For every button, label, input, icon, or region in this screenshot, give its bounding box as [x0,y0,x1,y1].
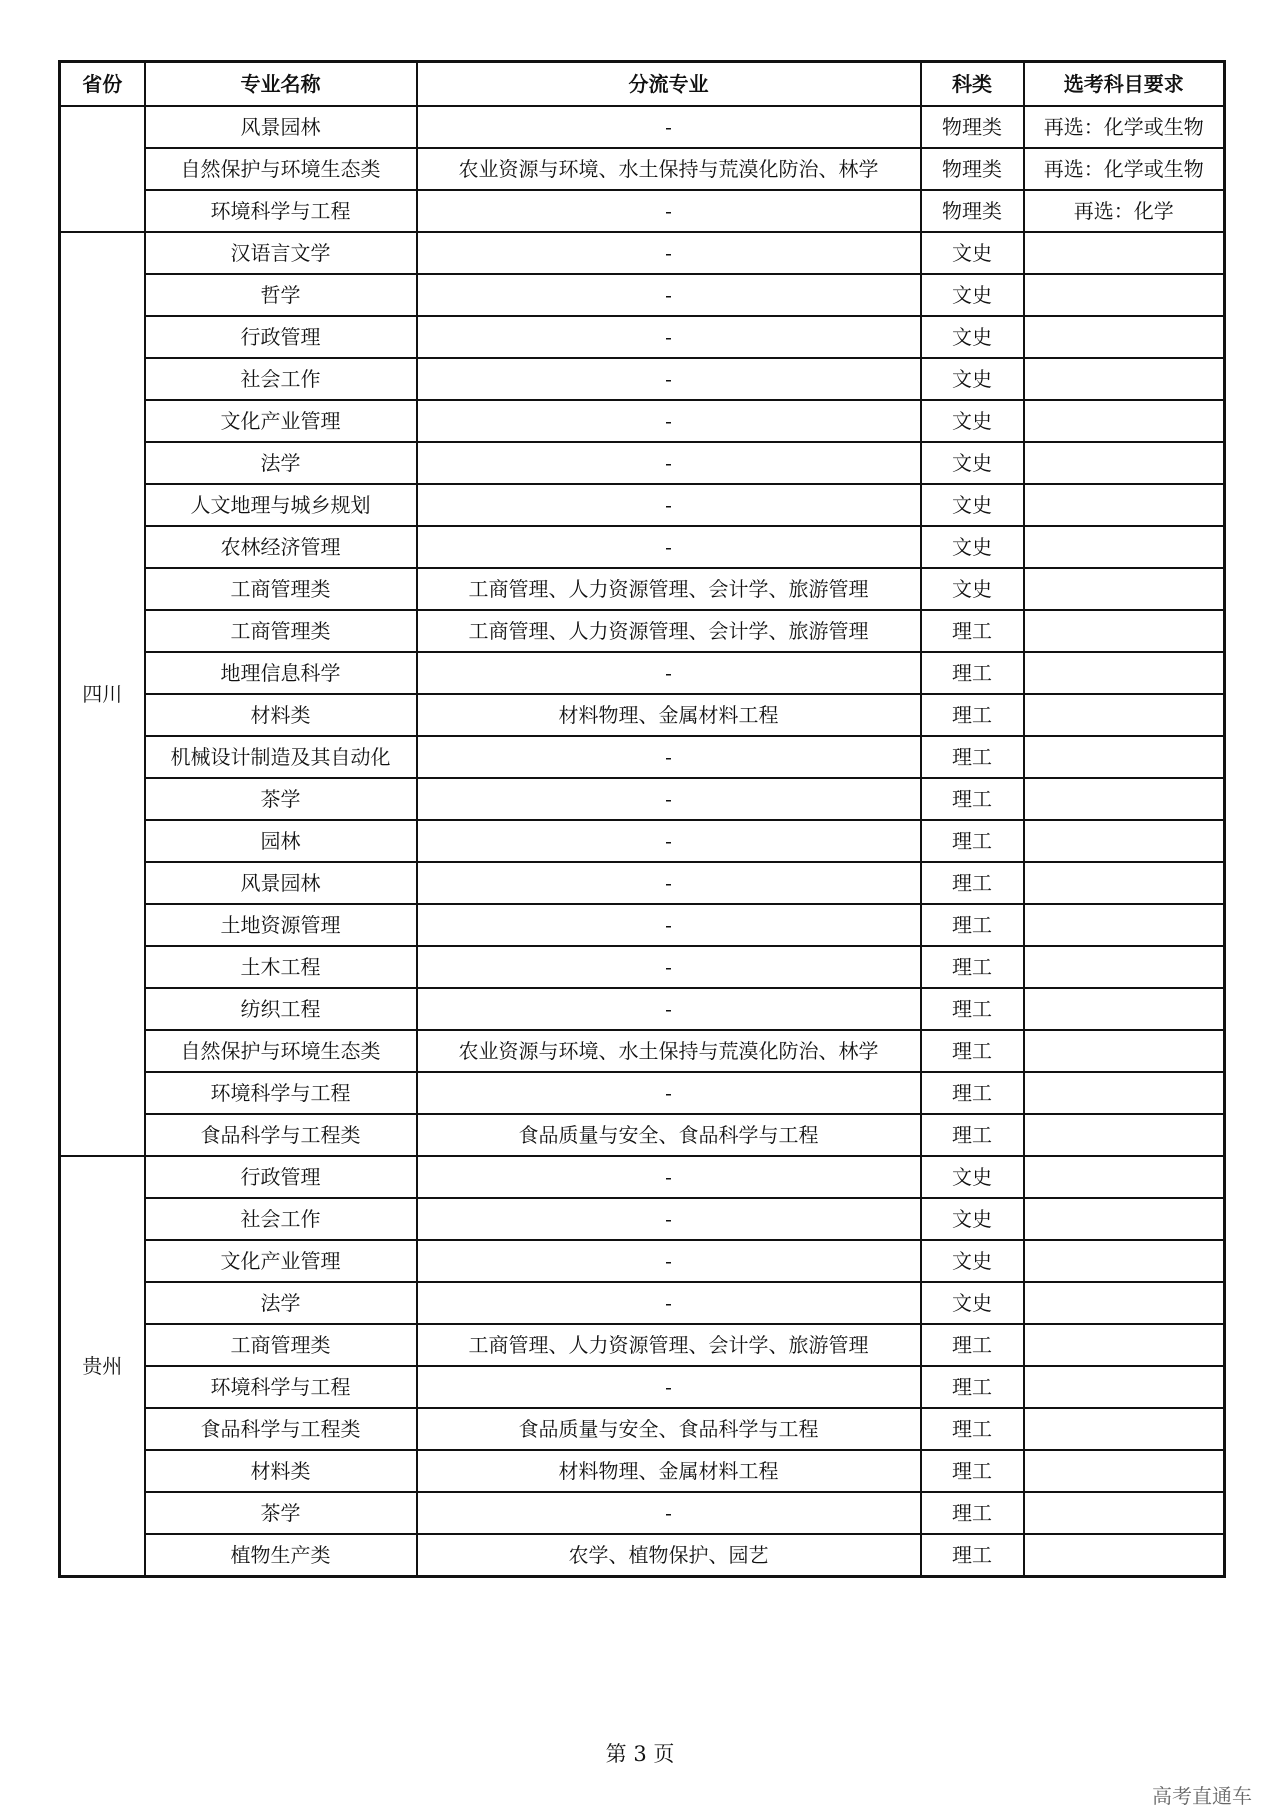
split-majors-cell: - [417,1240,921,1282]
watermark: 高考直通车 [1152,1784,1252,1808]
split-majors-cell: - [417,232,921,274]
requirement-cell [1024,358,1225,400]
page-number: 第 3 页 [605,1742,675,1766]
requirement-cell [1024,1240,1225,1282]
split-majors-cell: - [417,316,921,358]
split-majors-cell: - [417,526,921,568]
table-row [60,274,1225,316]
category-cell: 理工 [921,778,1024,820]
category-cell: 文史 [921,526,1024,568]
table-row [60,946,1225,988]
table-row [60,988,1225,1030]
requirement-cell [1024,1156,1225,1198]
table-row [60,610,1225,652]
major-name-cell: 植物生产类 [145,1534,417,1577]
table-row [60,1198,1225,1240]
requirement-cell [1024,946,1225,988]
category-cell: 文史 [921,1240,1024,1282]
requirement-cell [1024,736,1225,778]
category-cell: 文史 [921,1282,1024,1324]
major-name-cell: 文化产业管理 [145,1240,417,1282]
split-majors-cell: - [417,778,921,820]
table-body [60,106,1225,1577]
category-cell: 理工 [921,1450,1024,1492]
major-name-cell: 行政管理 [145,316,417,358]
category-cell: 理工 [921,1324,1024,1366]
requirement-cell [1024,652,1225,694]
header-row [60,62,1225,107]
requirement-cell [1024,1450,1225,1492]
table-row [60,1072,1225,1114]
requirement-cell [1024,1324,1225,1366]
category-cell: 理工 [921,1534,1024,1577]
major-name-cell: 土地资源管理 [145,904,417,946]
split-majors-cell: - [417,904,921,946]
split-majors-cell: - [417,484,921,526]
major-name-cell: 社会工作 [145,358,417,400]
split-majors-cell: - [417,1492,921,1534]
table-row [60,526,1225,568]
requirement-cell [1024,1198,1225,1240]
major-name-cell: 行政管理 [145,1156,417,1198]
requirement-cell [1024,400,1225,442]
header-major-name: 专业名称 [145,62,417,107]
major-name-cell: 土木工程 [145,946,417,988]
split-majors-cell: 农业资源与环境、水土保持与荒漠化防治、林学 [417,1030,921,1072]
category-cell: 文史 [921,484,1024,526]
table-row [60,904,1225,946]
major-name-cell: 风景园林 [145,106,417,148]
table-row [60,106,1225,148]
category-cell: 理工 [921,988,1024,1030]
split-majors-cell: 农学、植物保护、园艺 [417,1534,921,1577]
requirement-cell [1024,274,1225,316]
table-row [60,1030,1225,1072]
table-row [60,862,1225,904]
category-cell: 文史 [921,232,1024,274]
major-name-cell: 环境科学与工程 [145,190,417,232]
requirement-cell [1024,484,1225,526]
split-majors-cell: 食品质量与安全、食品科学与工程 [417,1114,921,1156]
requirement-cell [1024,778,1225,820]
table-row [60,694,1225,736]
requirement-cell [1024,526,1225,568]
major-name-cell: 纺织工程 [145,988,417,1030]
table-row [60,232,1225,274]
category-cell: 文史 [921,1198,1024,1240]
category-cell: 文史 [921,1156,1024,1198]
category-cell: 文史 [921,568,1024,610]
category-cell: 文史 [921,442,1024,484]
split-majors-cell: 农业资源与环境、水土保持与荒漠化防治、林学 [417,148,921,190]
split-majors-cell: - [417,1198,921,1240]
split-majors-cell: - [417,190,921,232]
table-row [60,1450,1225,1492]
major-name-cell: 工商管理类 [145,610,417,652]
requirement-cell [1024,232,1225,274]
table-row [60,1240,1225,1282]
major-name-cell: 法学 [145,1282,417,1324]
split-majors-cell: - [417,358,921,400]
split-majors-cell: 工商管理、人力资源管理、会计学、旅游管理 [417,1324,921,1366]
major-name-cell: 园林 [145,820,417,862]
category-cell: 理工 [921,1366,1024,1408]
split-majors-cell: 材料物理、金属材料工程 [417,1450,921,1492]
requirement-cell [1024,1492,1225,1534]
split-majors-cell: - [417,1072,921,1114]
table-row [60,778,1225,820]
table-row [60,820,1225,862]
major-name-cell: 机械设计制造及其自动化 [145,736,417,778]
category-cell: 理工 [921,652,1024,694]
major-name-cell: 农林经济管理 [145,526,417,568]
major-name-cell: 茶学 [145,1492,417,1534]
table-row [60,736,1225,778]
major-name-cell: 社会工作 [145,1198,417,1240]
table-row [60,484,1225,526]
split-majors-cell: - [417,862,921,904]
split-majors-cell: - [417,1366,921,1408]
split-majors-cell: 工商管理、人力资源管理、会计学、旅游管理 [417,568,921,610]
split-majors-cell: 材料物理、金属材料工程 [417,694,921,736]
requirement-cell [1024,316,1225,358]
category-cell: 理工 [921,904,1024,946]
table-row [60,316,1225,358]
major-name-cell: 哲学 [145,274,417,316]
category-cell: 理工 [921,736,1024,778]
major-name-cell: 风景园林 [145,862,417,904]
table-row [60,1282,1225,1324]
major-name-cell: 食品科学与工程类 [145,1408,417,1450]
split-majors-cell: - [417,1282,921,1324]
province-cell [60,106,145,232]
requirement-cell [1024,988,1225,1030]
category-cell: 理工 [921,862,1024,904]
header-subject-requirement: 选考科目要求 [1024,62,1225,107]
requirement-cell [1024,1072,1225,1114]
table-row [60,568,1225,610]
table-row [60,1534,1225,1577]
major-name-cell: 材料类 [145,694,417,736]
split-majors-cell: - [417,400,921,442]
table-row [60,1408,1225,1450]
category-cell: 文史 [921,400,1024,442]
split-majors-cell: - [417,946,921,988]
province-cell: 贵州 [60,1156,145,1577]
header-province: 省份 [60,62,145,107]
requirement-cell: 再选：化学 [1024,190,1225,232]
split-majors-cell: 食品质量与安全、食品科学与工程 [417,1408,921,1450]
split-majors-cell: - [417,988,921,1030]
major-name-cell: 自然保护与环境生态类 [145,1030,417,1072]
category-cell: 理工 [921,946,1024,988]
requirement-cell: 再选：化学或生物 [1024,106,1225,148]
header-split-majors: 分流专业 [417,62,921,107]
split-majors-cell: - [417,820,921,862]
major-name-cell: 茶学 [145,778,417,820]
table-row [60,1114,1225,1156]
category-cell: 物理类 [921,106,1024,148]
major-name-cell: 法学 [145,442,417,484]
major-name-cell: 地理信息科学 [145,652,417,694]
requirement-cell [1024,1114,1225,1156]
major-name-cell: 人文地理与城乡规划 [145,484,417,526]
table-row [60,190,1225,232]
requirement-cell [1024,694,1225,736]
requirement-cell [1024,1408,1225,1450]
table-row [60,358,1225,400]
requirement-cell [1024,1030,1225,1072]
split-majors-cell: - [417,1156,921,1198]
requirement-cell [1024,820,1225,862]
table-row [60,442,1225,484]
requirement-cell [1024,442,1225,484]
split-majors-cell: - [417,736,921,778]
table-row [60,1324,1225,1366]
split-majors-cell: - [417,274,921,316]
major-name-cell: 工商管理类 [145,568,417,610]
requirement-cell [1024,1534,1225,1577]
category-cell: 文史 [921,316,1024,358]
major-name-cell: 环境科学与工程 [145,1072,417,1114]
category-cell: 理工 [921,1492,1024,1534]
split-majors-cell: - [417,652,921,694]
requirement-cell: 再选：化学或生物 [1024,148,1225,190]
table-row [60,148,1225,190]
requirement-cell [1024,1366,1225,1408]
major-name-cell: 自然保护与环境生态类 [145,148,417,190]
major-name-cell: 工商管理类 [145,1324,417,1366]
major-name-cell: 汉语言文学 [145,232,417,274]
table-row [60,1492,1225,1534]
category-cell: 理工 [921,694,1024,736]
major-name-cell: 食品科学与工程类 [145,1114,417,1156]
table-row [60,1366,1225,1408]
major-name-cell: 环境科学与工程 [145,1366,417,1408]
category-cell: 文史 [921,358,1024,400]
category-cell: 文史 [921,274,1024,316]
requirement-cell [1024,568,1225,610]
admission-table [58,60,1226,1578]
table-row [60,652,1225,694]
split-majors-cell: - [417,106,921,148]
header-category: 科类 [921,62,1024,107]
category-cell: 理工 [921,1072,1024,1114]
category-cell: 理工 [921,1030,1024,1072]
split-majors-cell: 工商管理、人力资源管理、会计学、旅游管理 [417,610,921,652]
category-cell: 理工 [921,1408,1024,1450]
major-name-cell: 文化产业管理 [145,400,417,442]
category-cell: 理工 [921,610,1024,652]
category-cell: 物理类 [921,148,1024,190]
requirement-cell [1024,862,1225,904]
category-cell: 理工 [921,1114,1024,1156]
requirement-cell [1024,1282,1225,1324]
category-cell: 物理类 [921,190,1024,232]
split-majors-cell: - [417,442,921,484]
category-cell: 理工 [921,820,1024,862]
requirement-cell [1024,904,1225,946]
province-cell: 四川 [60,232,145,1156]
requirement-cell [1024,610,1225,652]
table-row [60,400,1225,442]
major-name-cell: 材料类 [145,1450,417,1492]
table-row [60,1156,1225,1198]
